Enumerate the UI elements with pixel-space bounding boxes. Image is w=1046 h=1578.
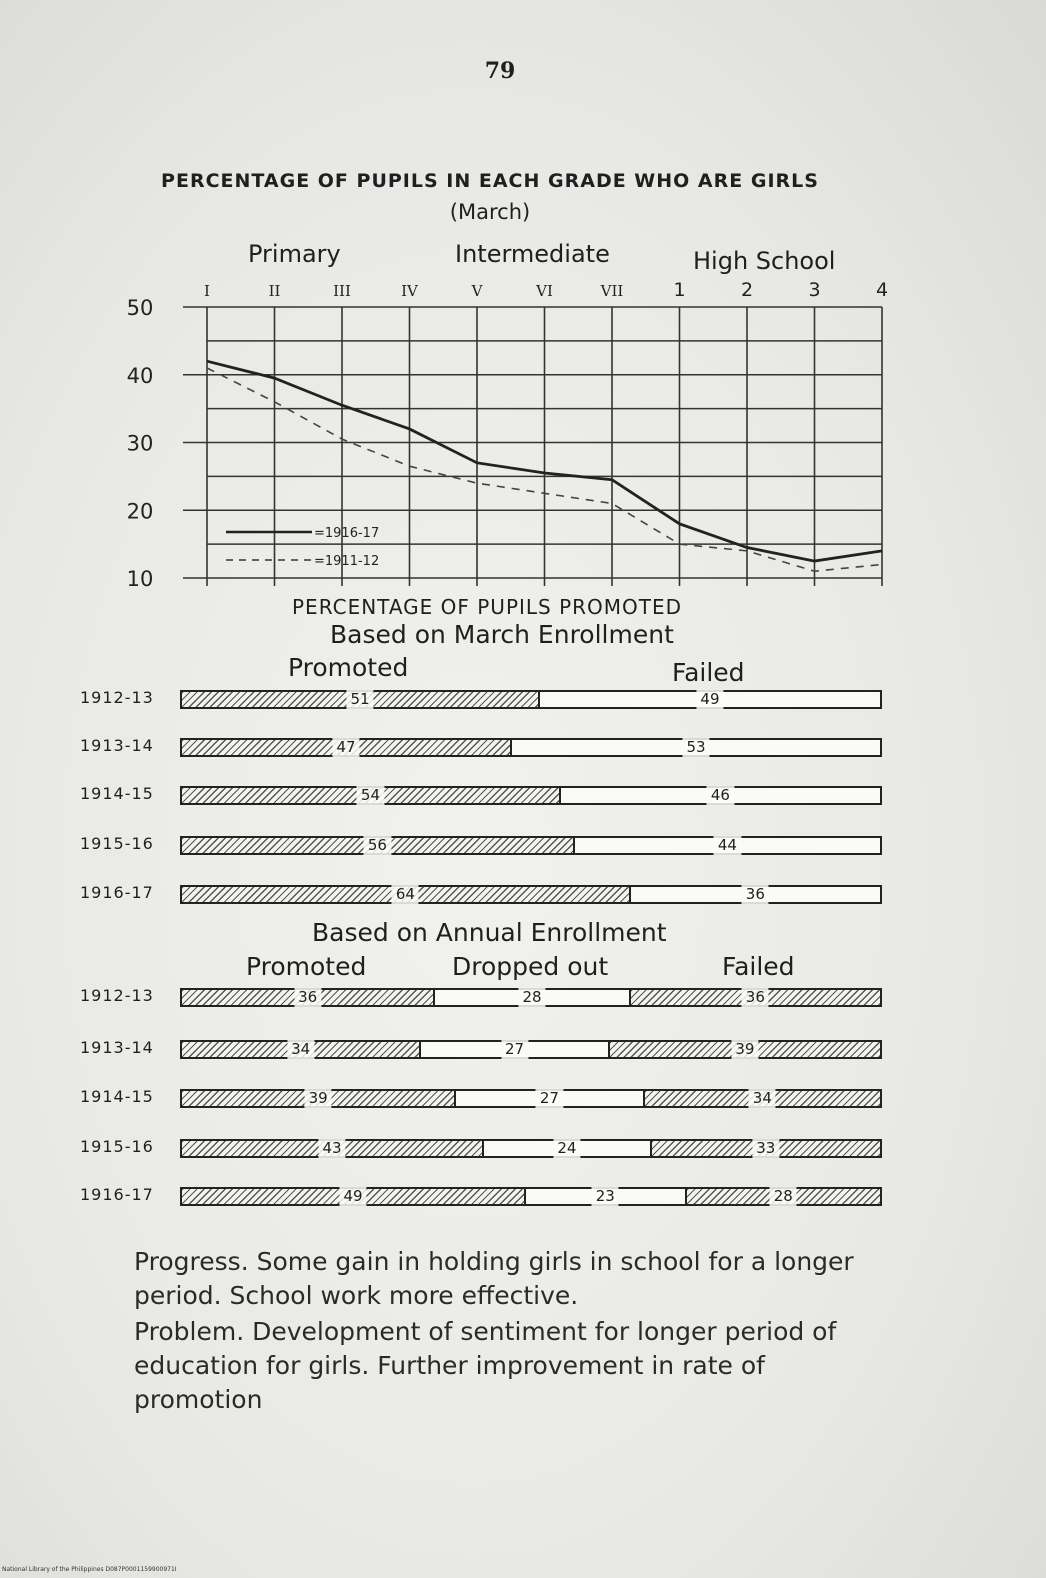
x-tick-label: IV [401,282,418,300]
bar-segment-dropped-out [433,990,628,1005]
line-chart-y-ticks [127,296,154,591]
stacked-bar [180,1139,882,1158]
x-tick-label: V [471,282,483,300]
bar-value-label: 39 [305,1089,332,1108]
bar-segment-dropped-out [419,1042,607,1057]
bar-segment-promoted [182,1141,482,1156]
legend-solid-label: =1916-17 [314,526,380,541]
y-tick-label: 20 [126,499,154,524]
annual-header-failed: Failed [722,952,795,981]
x-tick-label: 4 [875,279,889,301]
bar-value-label: 36 [742,885,769,904]
bar-value-label: 46 [707,786,734,805]
bar-segment-promoted [182,1042,419,1057]
bar-row-label: 1912-13 [80,688,154,707]
x-tick-label: I [204,282,210,300]
march-header-failed: Failed [672,658,745,687]
page-number: 79 [484,58,516,84]
bar-row-label: 1912-13 [80,986,154,1005]
problem-note: Problem. Development of sentiment for longer period of education for girls. Further improvement in rate of promotion [134,1317,837,1414]
bar-segment-promoted [182,1091,454,1106]
x-tick-label: VII [600,282,624,300]
stacked-bar [180,1040,882,1059]
line-chart-subtitle: (March) [449,200,531,224]
bar-row-label: 1913-14 [80,736,154,755]
bar-value-label: 51 [346,690,373,709]
bar-segment-promoted [182,990,433,1005]
march-section-title: Based on March Enrollment [330,620,674,649]
bar-row-label: 1916-17 [80,883,154,902]
stacked-bar [180,690,882,709]
bar-value-label: 49 [696,690,723,709]
line-chart-grid [183,307,882,586]
bar-row-label: 1916-17 [80,1185,154,1204]
group-label-primary: Primary [248,240,341,268]
bar-segment-dropped-out [454,1091,642,1106]
bar-value-label: 39 [731,1040,758,1059]
stacked-bar [180,836,882,855]
bar-value-label: 24 [553,1139,580,1158]
bar-value-label: 36 [742,988,769,1007]
bar-value-label: 47 [332,738,359,757]
bar-value-label: 27 [536,1089,563,1108]
bar-segment-failed [573,838,880,853]
x-tick-label: 3 [808,279,821,301]
bar-value-label: 34 [749,1089,776,1108]
x-tick-label: VI [536,282,553,300]
bar-segment-failed [629,887,880,902]
bar-row-label: 1915-16 [80,834,154,853]
bar-row-label: 1913-14 [80,1038,154,1057]
bar-segment-failed [510,740,880,755]
bars-heading: PERCENTAGE OF PUPILS PROMOTED [292,595,683,619]
y-tick-label: 30 [126,431,154,456]
march-header-promoted: Promoted [288,653,409,682]
footer-credit: National Library of the Philippines D087P0001159900971I [2,1566,177,1573]
progress-note: Progress. Some gain in holding girls in school for a longer period. School work more effective. [134,1247,854,1310]
y-tick-label: 40 [126,363,154,388]
bar-row-label: 1914-15 [80,1087,154,1106]
bar-value-label: 56 [364,836,391,855]
bar-segment-promoted [182,692,538,707]
annual-header-promoted: Promoted [246,952,367,981]
bar-value-label: 43 [319,1139,346,1158]
bar-value-label: 28 [518,988,545,1007]
group-label-intermediate: Intermediate [455,240,610,268]
line-chart [0,0,1046,600]
bar-segment-promoted [182,740,510,755]
bar-value-label: 44 [714,836,741,855]
x-tick-label: III [333,282,351,300]
bar-value-label: 54 [357,786,384,805]
bar-value-label: 27 [501,1040,528,1059]
bar-segment-promoted [182,788,559,803]
stacked-bar [180,786,882,805]
bar-segment-failed [538,692,880,707]
bar-segment-failed [608,1042,880,1057]
bar-value-label: 36 [294,988,321,1007]
bar-segment-failed [685,1189,880,1204]
annual-section-title: Based on Annual Enrollment [312,918,667,947]
annual-header-dropped-out: Dropped out [452,952,609,981]
stacked-bar [180,885,882,904]
line-chart-x-ticks [204,279,888,301]
stacked-bar [180,1187,882,1206]
bar-row-label: 1915-16 [80,1137,154,1156]
bar-segment-failed [650,1141,880,1156]
x-tick-label: 2 [740,279,754,301]
bar-value-label: 34 [287,1040,314,1059]
group-label-high-school: High School [693,247,836,275]
bar-segment-failed [643,1091,880,1106]
legend-dashed-label: =1911-12 [314,554,380,569]
bar-row-label: 1914-15 [80,784,154,803]
bar-segment-failed [629,990,880,1005]
bar-value-label: 64 [392,885,419,904]
y-tick-label: 50 [126,296,154,320]
bar-segment-failed [559,788,880,803]
bar-segment-dropped-out [482,1141,650,1156]
bar-segment-promoted [182,1189,524,1204]
line-chart-title: PERCENTAGE OF PUPILS IN EACH GRADE WHO ARE GIRLS [161,170,819,192]
bar-segment-promoted [182,838,573,853]
line-chart-legend [226,526,379,569]
bar-segment-dropped-out [524,1189,685,1204]
x-tick-label: 1 [673,279,686,301]
bar-segment-promoted [182,887,629,902]
bar-value-label: 53 [682,738,709,757]
stacked-bar [180,988,882,1007]
bar-value-label: 28 [770,1187,797,1206]
stacked-bar [180,738,882,757]
x-tick-label: II [268,282,281,300]
y-tick-label: 10 [126,567,154,591]
bar-value-label: 23 [592,1187,619,1206]
stacked-bar [180,1089,882,1108]
bar-value-label: 33 [752,1139,779,1158]
bar-value-label: 49 [339,1187,366,1206]
